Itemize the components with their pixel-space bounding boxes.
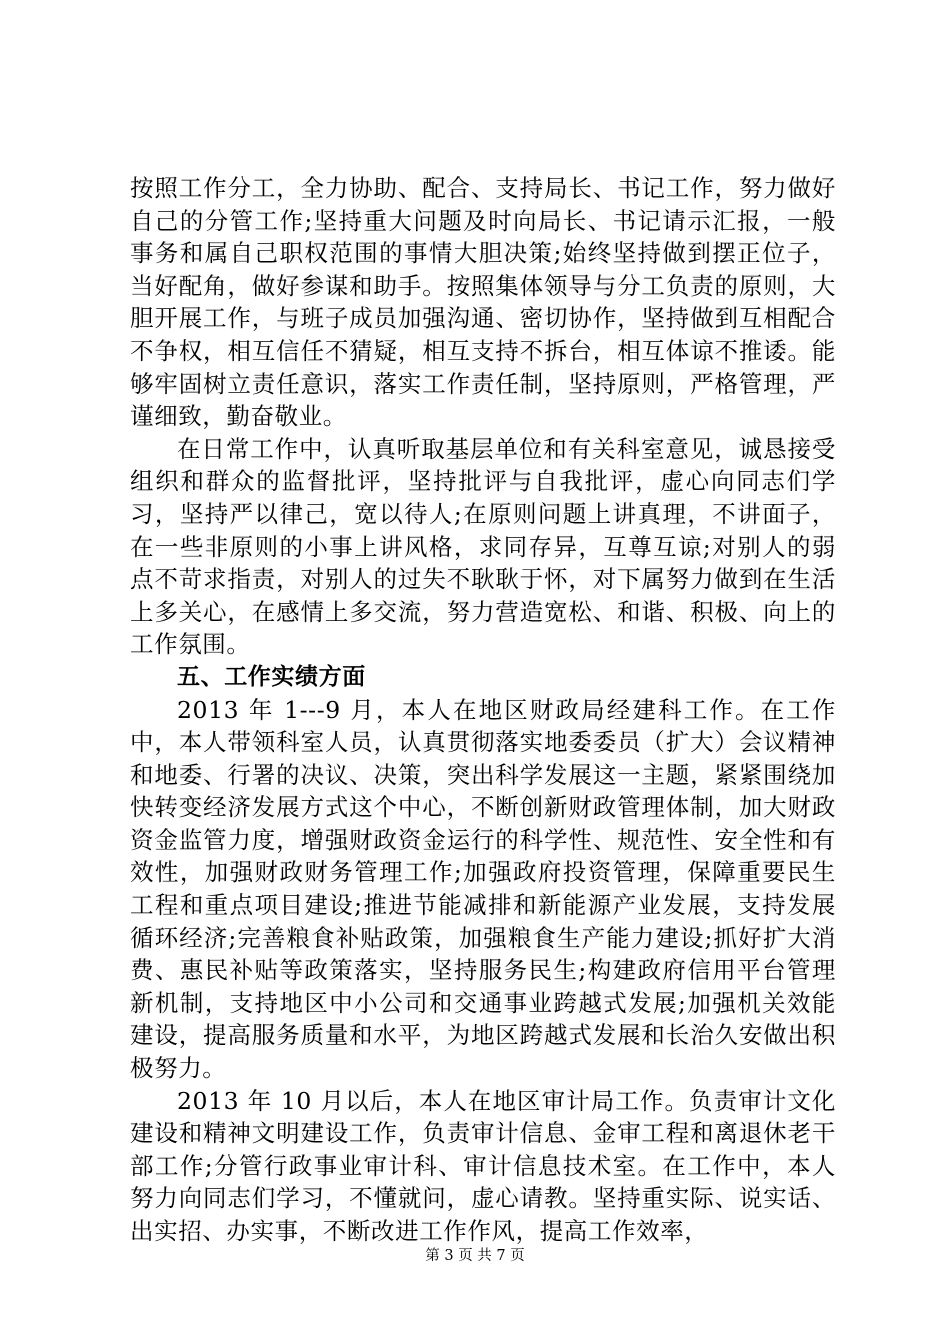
paragraph-finance-bureau: 2013 年 1---9 月，本人在地区财政局经建科工作。在工作中，本人带领科室人员，认真贯彻落实地委委员（扩大）会议精神和地委、行署的决议、决策，突出科学发展这一主题，紧紧围绕加快转变经济发展方式这个中心，不断创新财政管理体制，加大财政资金监管力度，增强财政资金运行的科学性、规范性、安全性和有效性，加强财政财务管理工作;加强政府投资管理，保障重要民生工程和重点项目建设;推进节能减排和新能源产业发展，支持发展循环经济;完善粮食补贴政策，加强粮食生产能力建设;抓好扩大消费、惠民补贴等政策落实，坚持服务民生;构建政府信用平台管理新机制，支持地区中小公司和交通事业跨越式发展;加强机关效能建设，提高服务质量和水平，为地区跨越式发展和长治久安做出积极努力。 [130,695,836,1083]
paragraph-audit-bureau: 2013 年 10 月以后，本人在地区审计局工作。负责审计文化建设和精神文明建设工作，负责审计信息、金审工程和离退休老干部工作;分管行政事业审计科、审计信息技术室。在工作中，本人努力向同志们学习，不懂就问，虚心请教。坚持重实际、说实话、出实招、办实事，不断改进工作作风，提高工作效率， [130,1086,836,1245]
document-body [130,172,836,1248]
page-number: 第 3 页 共 7 页 [425,1248,525,1264]
paragraph-cooperation: 按照工作分工，全力协助、配合、支持局长、书记工作，努力做好自己的分管工作;坚持重大问题及时向局长、书记请示汇报，一般事务和属自己职权范围的事情大胆决策;始终坚持做到摆正位子，当好配角，做好参谋和助手。按照集体领导与分工负责的原则，大胆开展工作，与班子成员加强沟通、密切协作，坚持做到互相配合不争权，相互信任不猜疑，相互支持不拆台，相互体谅不推诿。能够牢固树立责任意识，落实工作责任制，坚持原则，严格管理，严谨细致，勤奋敬业。 [130,174,836,431]
section-heading-achievements: 五、工作实绩方面 [177,663,366,690]
paragraph-daily-work: 在日常工作中，认真听取基层单位和有关科室意见，诚恳接受组织和群众的监督批评，坚持批评与自我批评，虚心向同志们学习，坚持严以律己，宽以待人;在原则问题上讲真理，不讲面子，在一些非原则的小事上讲风格，求同存异，互尊互谅;对别人的弱点不苛求指责，对别人的过失不耿耿于怀，对下属努力做到在生活上多关心，在感情上多交流，努力营造宽松、和谐、积极、向上的工作氛围。 [130,434,836,659]
page-footer [0,1246,950,1266]
